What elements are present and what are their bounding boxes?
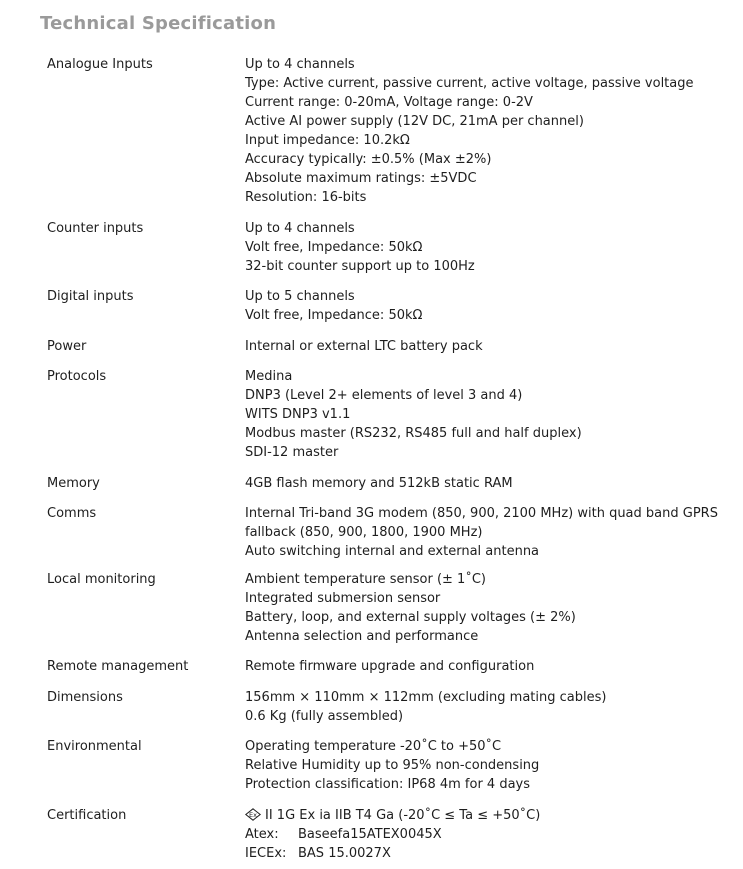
spec-line: Absolute maximum ratings: ±5VDC xyxy=(245,171,477,186)
spec-value xyxy=(245,657,534,676)
spec-value xyxy=(245,367,582,462)
spec-line: Type: Active current, passive current, active voltage, passive voltage xyxy=(245,76,694,91)
svg-text:Ex: Ex xyxy=(249,810,257,819)
spec-label: Dimensions xyxy=(47,690,123,705)
spec-value xyxy=(245,504,718,561)
cert-marking-text: II 1G Ex ia IIB T4 Ga (-20˚C ≤ Ta ≤ +50˚C) xyxy=(265,808,541,823)
spec-value xyxy=(245,337,483,356)
spec-line: Modbus master (RS232, RS485 full and half duplex) xyxy=(245,426,582,441)
spec-line: Ambient temperature sensor (± 1˚C) xyxy=(245,572,486,587)
spec-line: SDI-12 master xyxy=(245,445,339,460)
spec-line: Resolution: 16-bits xyxy=(245,190,367,205)
cert-marking-line xyxy=(245,806,540,825)
spec-line: Medina xyxy=(245,369,293,384)
spec-line: Current range: 0-20mA, Voltage range: 0-2V xyxy=(245,95,533,110)
spec-label: Memory xyxy=(47,476,100,491)
spec-line: Volt free, Impedance: 50kΩ xyxy=(245,240,423,255)
spec-label: Digital inputs xyxy=(47,289,134,304)
cert-atex-key: Atex: xyxy=(245,827,279,842)
spec-line: Internal Tri-band 3G modem (850, 900, 2100 MHz) with quad band GPRS xyxy=(245,506,718,521)
spec-line: Up to 4 channels xyxy=(245,57,355,72)
spec-line: Accuracy typically: ±0.5% (Max ±2%) xyxy=(245,152,492,167)
spec-line: Input impedance: 10.2kΩ xyxy=(245,133,410,148)
spec-line: Remote firmware upgrade and configuration xyxy=(245,659,535,674)
cert-iecex-key: IECEx: xyxy=(245,846,287,861)
spec-value xyxy=(245,219,475,276)
spec-row-analogue-inputs xyxy=(47,55,694,207)
spec-line: Relative Humidity up to 95% non-condensing xyxy=(245,758,540,773)
spec-line: Active AI power supply (12V DC, 21mA per channel) xyxy=(245,114,584,129)
spec-row-counter-inputs xyxy=(47,219,475,276)
spec-row-certification xyxy=(47,806,540,863)
spec-line: fallback (850, 900, 1800, 1900 MHz) xyxy=(245,525,483,540)
spec-line: WITS DNP3 v1.1 xyxy=(245,407,351,422)
spec-line: 156mm × 110mm × 112mm (excluding mating cables) xyxy=(245,690,607,705)
spec-line: 32-bit counter support up to 100Hz xyxy=(245,259,475,274)
spec-line: Volt free, Impedance: 50kΩ xyxy=(245,308,423,323)
spec-label: Power xyxy=(47,339,87,354)
spec-line: Up to 5 channels xyxy=(245,289,355,304)
spec-label: Analogue Inputs xyxy=(47,57,153,72)
spec-value xyxy=(245,287,422,325)
spec-line: 0.6 Kg (fully assembled) xyxy=(245,709,404,724)
spec-value xyxy=(245,55,694,207)
spec-value xyxy=(245,737,539,794)
spec-line: 4GB flash memory and 512kB static RAM xyxy=(245,476,513,491)
cert-atex-value: Baseefa15ATEX0045X xyxy=(298,827,442,842)
page-title: Technical Specification xyxy=(40,13,277,34)
spec-line: Auto switching internal and external antenna xyxy=(245,544,540,559)
spec-row-dimensions xyxy=(47,688,606,726)
cert-iecex-value: BAS 15.0027X xyxy=(298,846,391,861)
spec-row-environmental xyxy=(47,737,539,794)
spec-line: Integrated submersion sensor xyxy=(245,591,441,606)
spec-label: Environmental xyxy=(47,739,142,754)
spec-label: Protocols xyxy=(47,369,107,384)
spec-line: Battery, loop, and external supply voltages (± 2%) xyxy=(245,610,576,625)
spec-row-local-monitoring xyxy=(47,570,576,646)
ex-explosion-proof-icon xyxy=(245,808,261,821)
spec-label: Counter inputs xyxy=(47,221,144,236)
spec-row-power xyxy=(47,337,483,356)
cert-iecex-line xyxy=(245,844,540,863)
spec-value xyxy=(245,688,606,726)
spec-row-memory xyxy=(47,474,513,493)
spec-label: Comms xyxy=(47,506,97,521)
spec-label: Remote management xyxy=(47,659,189,674)
spec-label: Certification xyxy=(47,808,127,823)
spec-row-remote-management xyxy=(47,657,534,676)
spec-value xyxy=(245,474,513,493)
spec-value xyxy=(245,806,540,863)
spec-row-protocols xyxy=(47,367,582,462)
spec-row-comms xyxy=(47,504,718,561)
spec-line: Up to 4 channels xyxy=(245,221,355,236)
spec-line: Internal or external LTC battery pack xyxy=(245,339,483,354)
cert-atex-line xyxy=(245,825,540,844)
spec-value xyxy=(245,570,576,646)
spec-line: Operating temperature -20˚C to +50˚C xyxy=(245,739,502,754)
spec-label: Local monitoring xyxy=(47,572,156,587)
spec-line: DNP3 (Level 2+ elements of level 3 and 4) xyxy=(245,388,523,403)
spec-line: Protection classification: IP68 4m for 4 days xyxy=(245,777,531,792)
spec-line: Antenna selection and performance xyxy=(245,629,479,644)
spec-row-digital-inputs xyxy=(47,287,422,325)
